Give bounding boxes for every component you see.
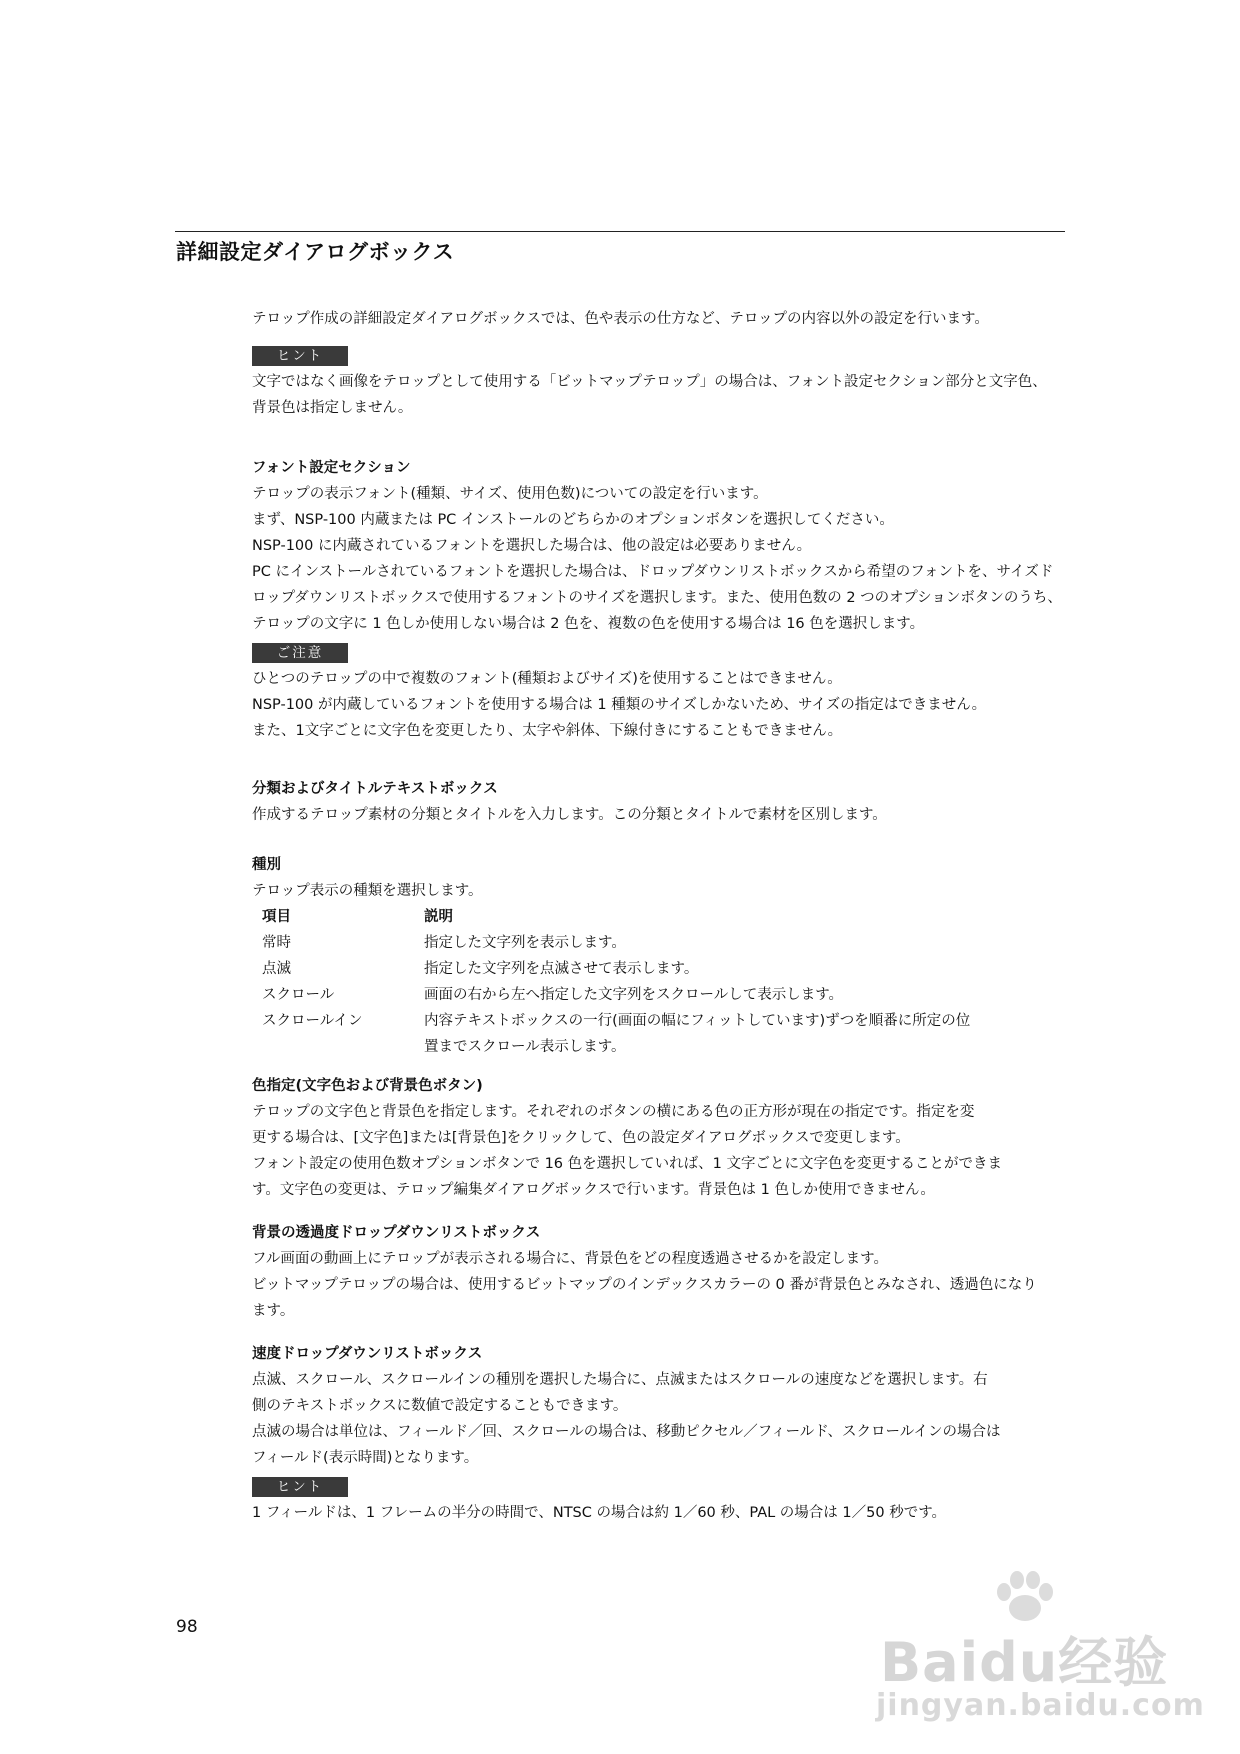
table-row <box>262 930 970 956</box>
table-header: 項目 <box>262 909 291 925</box>
table-cell: スクロールイン <box>262 1013 363 1029</box>
paw-icon <box>990 1570 1060 1626</box>
section-title: 色指定(文字色および背景色ボタン) <box>252 1078 483 1094</box>
table-cell: 画面の右から左へ指定した文字列をスクロールして表示します。 <box>424 987 844 1003</box>
hint-box-2 <box>252 1474 1082 1526</box>
page-number: 98 <box>176 1617 198 1637</box>
paragraph-line: テロップの文字に 1 色しか使用しない場合は 2 色を、複数の色を使用する場合は 16 色を選択します。 <box>252 616 925 632</box>
watermark-brand: Baidu经验 <box>880 1631 1169 1694</box>
paragraph-line: 点滅、スクロール、スクロールインの種別を選択した場合に、点滅またはスクロールの速度などを選択します。右 <box>252 1372 988 1388</box>
hint-line: 文字ではなく画像をテロップとして使用する「ビットマップテロップ」の場合は、フォント設定セクション部分と文字色、 <box>252 374 1047 390</box>
type-table <box>262 904 970 1060</box>
paragraph-line: ビットマップテロップの場合は、使用するビットマップのインデックスカラーの 0 番が背景色とみなされ、透過色になり <box>252 1277 1037 1293</box>
heading-rule <box>175 231 1065 232</box>
table-row <box>262 1008 970 1034</box>
paragraph-line: テロップの文字色と背景色を指定します。それぞれのボタンの横にある色の正方形が現在の指定です。指定を変 <box>252 1104 975 1120</box>
watermark-url: jingyan.baidu.com <box>876 1688 1205 1723</box>
section-title: 種別 <box>252 857 281 873</box>
color-section <box>252 1073 1082 1203</box>
hint-line: 背景色は指定しません。 <box>252 400 413 416</box>
page-title: 詳細設定ダイアログボックス <box>176 240 455 264</box>
paragraph-line: NSP-100 に内蔵されているフォントを選択した場合は、他の設定は必要ありません。 <box>252 538 812 554</box>
paragraph-line: テロップの表示フォント(種類、サイズ、使用色数)についての設定を行います。 <box>252 486 768 502</box>
hint-line: 1 フィールドは、1 フレームの半分の時間で、NTSC の場合は約 1／60 秒、PAL の場合は 1／50 秒です。 <box>252 1505 947 1521</box>
paragraph-line: ロップダウンリストボックスで使用するフォントのサイズを選択します。また、使用色数の 2 つのオプションボタンのうち、 <box>252 590 1062 606</box>
caution-box <box>252 640 1082 744</box>
intro-paragraph <box>252 306 1082 332</box>
speed-section <box>252 1341 1082 1471</box>
table-row <box>262 956 970 982</box>
section-title: 背景の透過度ドロップダウンリストボックス <box>252 1225 541 1241</box>
paragraph-line: PC にインストールされているフォントを選択した場合は、ドロップダウンリストボックスから希望のフォントを、サイズド <box>252 564 1054 580</box>
hint-label: ヒント <box>252 346 348 366</box>
table-header: 説明 <box>424 909 453 925</box>
paragraph-line: フィールド(表示時間)となります。 <box>252 1450 479 1466</box>
caution-line: NSP-100 が内蔵しているフォントを使用する場合は 1 種類のサイズしかないため、サイズの指定はできません。 <box>252 697 987 713</box>
table-header-row <box>262 904 970 930</box>
paragraph-line: 側のテキストボックスに数値で設定することもできます。 <box>252 1398 628 1414</box>
table-cell: 点滅 <box>262 961 291 977</box>
paragraph-line: 点滅の場合は単位は、フィールド／回、スクロールの場合は、移動ピクセル／フィールド、スクロールインの場合は <box>252 1424 1001 1440</box>
table-cell: スクロール <box>262 987 335 1003</box>
paragraph-line: フル画面の動画上にテロップが表示される場合に、背景色をどの程度透過させるかを設定します。 <box>252 1251 888 1267</box>
paragraph-line: す。文字色の変更は、テロップ編集ダイアログボックスで行います。背景色は 1 色しか使用できません。 <box>252 1182 935 1198</box>
table-row <box>262 1034 970 1060</box>
table-cell: 置までスクロール表示します。 <box>424 1039 626 1055</box>
paragraph-line: フォント設定の使用色数オプションボタンで 16 色を選択していれば、1 文字ごとに文字色を変更することができま <box>252 1156 1002 1172</box>
table-row <box>262 982 970 1008</box>
caution-line: ひとつのテロップの中で複数のフォント(種類およびサイズ)を使用することはできません。 <box>252 671 842 687</box>
table-cell: 内容テキストボックスの一行(画面の幅にフィットしています)ずつを順番に所定の位 <box>424 1013 971 1029</box>
category-section <box>252 776 1082 828</box>
transparency-section <box>252 1220 1082 1324</box>
table-cell: 指定した文字列を表示します。 <box>424 935 626 951</box>
paragraph-line: 作成するテロップ素材の分類とタイトルを入力します。この分類とタイトルで素材を区別します。 <box>252 807 887 823</box>
paragraph-line: テロップ表示の種類を選択します。 <box>252 883 483 899</box>
paragraph-line: 更する場合は、[文字色]または[背景色]をクリックして、色の設定ダイアログボックスで変更します。 <box>252 1130 910 1146</box>
table-cell: 常時 <box>262 935 291 951</box>
paragraph-line: ます。 <box>252 1303 295 1319</box>
section-title: 分類およびタイトルテキストボックス <box>252 781 498 797</box>
section-title: フォント設定セクション <box>252 460 411 476</box>
table-cell <box>262 1034 424 1060</box>
font-section <box>252 455 1082 637</box>
table-cell: 指定した文字列を点滅させて表示します。 <box>424 961 699 977</box>
caution-label: ご注意 <box>252 643 348 663</box>
type-section <box>252 852 1082 1060</box>
hint-box-1 <box>252 343 1082 421</box>
section-title: 速度ドロップダウンリストボックス <box>252 1346 483 1362</box>
intro-text: テロップ作成の詳細設定ダイアログボックスでは、色や表示の仕方など、テロップの内容以外の設定を行います。 <box>252 311 989 327</box>
paragraph-line: まず、NSP-100 内蔵または PC インストールのどちらかのオプションボタンを選択してください。 <box>252 512 894 528</box>
hint-label: ヒント <box>252 1477 348 1497</box>
caution-line: また、1文字ごとに文字色を変更したり、太字や斜体、下線付きにすることもできません。 <box>252 723 843 739</box>
watermark <box>870 1570 1205 1730</box>
